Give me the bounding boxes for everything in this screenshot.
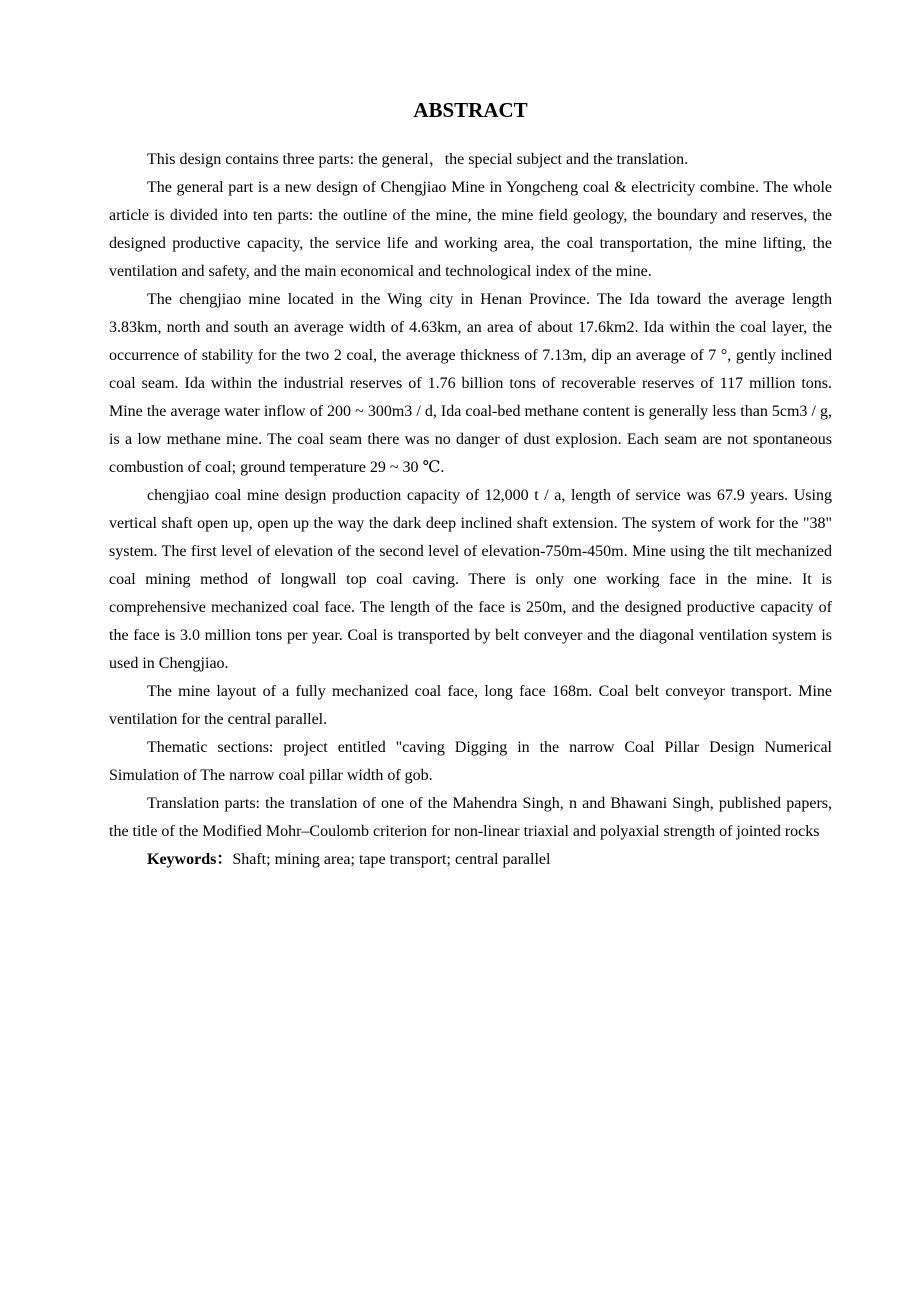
abstract-paragraph-5: The mine layout of a fully mechanized coal face, long face 168m. Coal belt conveyor transport. Mine ventilation for the central parallel. [109,683,832,728]
keywords-line [109,846,832,874]
abstract-paragraph-7: Translation parts: the translation of one of the Mahendra Singh, n and Bhawani Singh, published papers, the title of the Modified Mohr–Coulomb criterion for non-linear triaxial and polyaxial strength of jointed rocks [109,795,832,840]
abstract-title: ABSTRACT [413,98,528,122]
abstract-page [109,92,832,874]
abstract-paragraph-2: The general part is a new design of Chengjiao Mine in Yongcheng coal & electricity combine. The whole article is divided into ten parts: the outline of the mine, the mine field geology, the boundary and reserves, the designed productive capacity, the service life and working area, the coal transportation, the mine lifting, the ventilation and safety, and the main economical and technological index of the mine. [109,179,832,280]
keywords-text: Shaft; mining area; tape transport; central parallel [232,851,551,868]
abstract-paragraph-3: The chengjiao mine located in the Wing city in Henan Province. The Ida toward the average length 3.83km, north and south an average width of 4.63km, an area of about 17.6km2. Ida within the coal layer, the occurrence of stability for the two 2 coal, the average thickness of 7.13m, dip an average of 7 °, gently inclined coal seam. Ida within the industrial reserves of 1.76 billion tons of recoverable reserves of 117 million tons. Mine the average water inflow of 200 ~ 300m3 / d, Ida coal-bed methane content is generally less than 5cm3 / g, is a low methane mine. The coal seam there was no danger of dust explosion. Each seam are not spontaneous combustion of coal; ground temperature 29 ~ 30 ℃. [109,291,832,476]
keywords-label: Keywords： [147,851,233,868]
abstract-paragraph-6: Thematic sections: project entitled "caving Digging in the narrow Coal Pillar Design Numerical Simulation of The narrow coal pillar width of gob. [109,739,832,784]
abstract-paragraph-4: chengjiao coal mine design production capacity of 12,000 t / a, length of service was 67.9 years. Using vertical shaft open up, open up the way the dark deep inclined shaft extension. The system of work for the "38" system. The first level of elevation of the second level of elevation-750m-450m. Mine using the tilt mechanized coal mining method of longwall top coal caving. There is only one working face in the mine. It is comprehensive mechanized coal face. The length of the face is 250m, and the designed productive capacity of the face is 3.0 million tons per year. Coal is transported by belt conveyer and the diagonal ventilation system is used in Chengjiao. [109,487,832,672]
abstract-paragraph-1: This design contains three parts: the general，the special subject and the translation. [147,151,689,168]
